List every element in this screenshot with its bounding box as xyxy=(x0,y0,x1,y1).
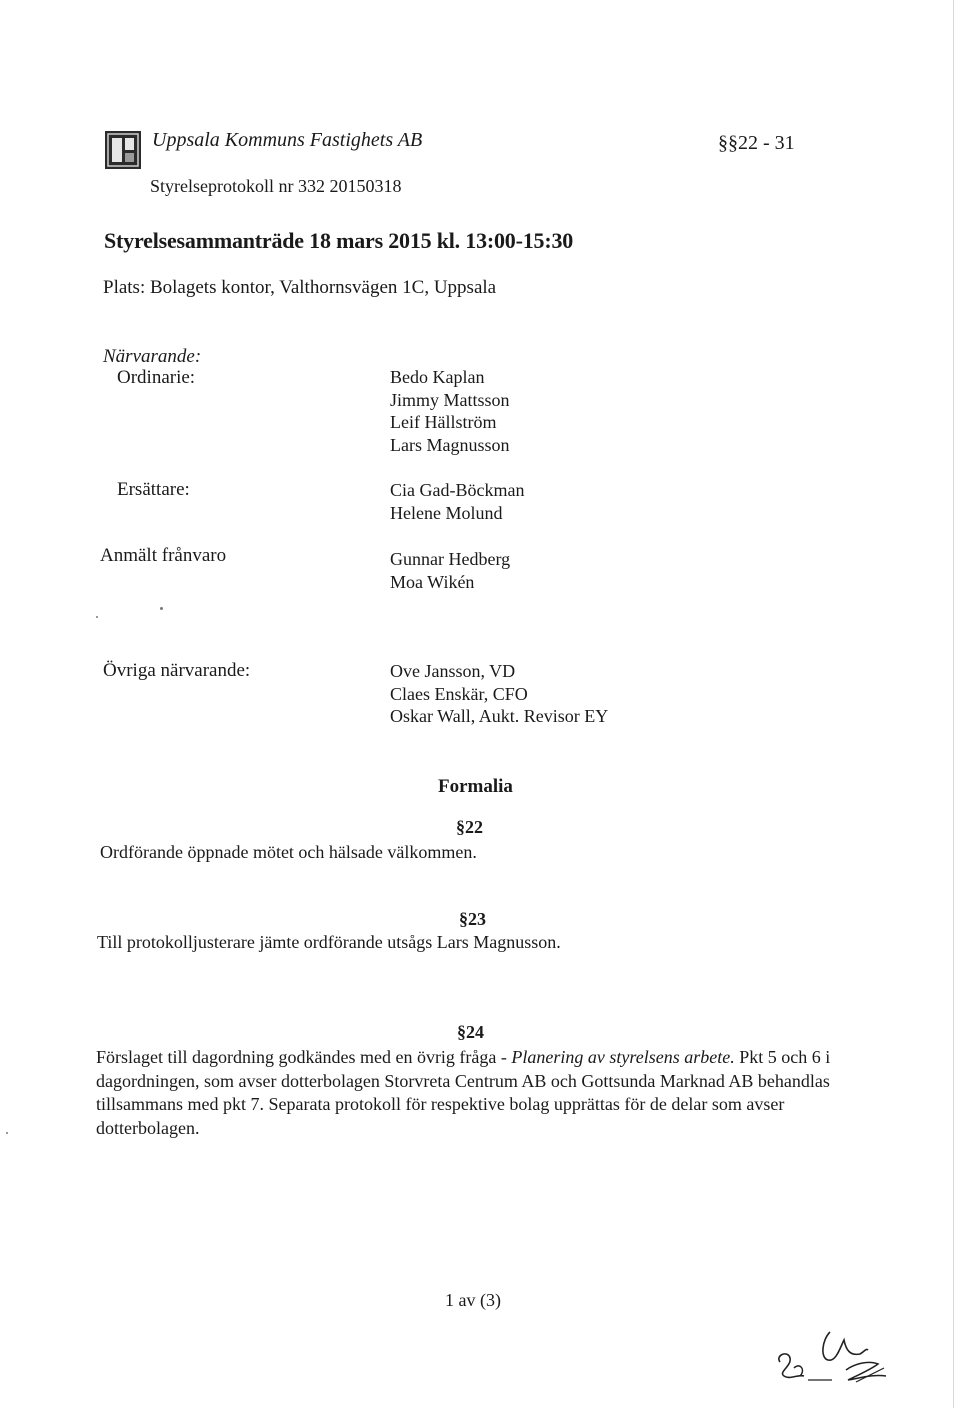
ordinary-members xyxy=(390,366,510,456)
scan-speck xyxy=(96,616,98,618)
absent-label: Anmält frånvaro xyxy=(100,545,227,566)
formalia-heading: Formalia xyxy=(438,776,513,797)
others-label: Övriga närvarande: xyxy=(103,660,251,681)
member-name: Gunnar Hedberg xyxy=(390,549,511,569)
company-logo xyxy=(104,130,142,170)
paragraph-text-24 xyxy=(96,1046,886,1140)
ordinary-label: Ordinarie: xyxy=(117,367,196,388)
present-label: Närvarande: xyxy=(103,346,202,367)
member-name: Cia Gad-Böckman xyxy=(390,480,525,500)
paragraph-text-24-part1: Förslaget till dagordning godkändes med en övrig fråga - xyxy=(96,1047,512,1067)
meeting-place: Plats: Bolagets kontor, Valthornsvägen 1C, Uppsala xyxy=(103,277,497,298)
meeting-title: Styrelsesammanträde 18 mars 2015 kl. 13:00-15:30 xyxy=(104,228,574,253)
attendee-name: Oskar Wall, Aukt. Revisor EY xyxy=(390,706,609,726)
member-name: Helene Molund xyxy=(390,502,503,523)
paragraph-number-22: §22 xyxy=(456,817,483,837)
attendee-name: Claes Enskär, CFO xyxy=(390,683,528,704)
member-name: Moa Wikén xyxy=(390,571,475,592)
scan-speck xyxy=(6,1132,8,1134)
attendee-name: Ove Jansson, VD xyxy=(390,661,516,681)
page-number: 1 av (3) xyxy=(445,1290,501,1310)
paragraph-number-23: §23 xyxy=(459,909,486,929)
member-name: Leif Hällström xyxy=(390,412,497,432)
member-name: Bedo Kaplan xyxy=(390,367,485,387)
scan-speck xyxy=(160,607,163,610)
paragraph-text-23: Till protokolljusterare jämte ordförande utsågs Lars Magnusson. xyxy=(97,932,561,952)
paragraph-number-24: §24 xyxy=(457,1022,484,1042)
company-name: Uppsala Kommuns Fastighets AB xyxy=(152,129,423,151)
agenda-item-title: Planering av styrelsens arbete. xyxy=(511,1047,735,1067)
paragraph-text-24-part2: Pkt 5 och 6 i dagordningen, som avser dotterbolagen Storvreta Centrum AB och Gottsunda Marknad AB behandlas tillsammans med pkt 7. Separata protokoll för respektive bolag upprättas för de delar som avser dotterbolagen. xyxy=(96,1047,831,1138)
other-attendees xyxy=(390,660,608,728)
section-range: §§22 - 31 xyxy=(718,132,795,154)
paragraph-text-22: Ordförande öppnade mötet och hälsade välkommen. xyxy=(100,842,477,862)
absent-members xyxy=(390,548,510,593)
protocol-number: Styrelseprotokoll nr 332 20150318 xyxy=(150,176,402,196)
handwritten-initials xyxy=(760,1310,910,1390)
member-name: Jimmy Mattsson xyxy=(390,389,510,410)
member-name: Lars Magnusson xyxy=(390,434,510,455)
substitute-members xyxy=(390,479,524,524)
page-edge-line xyxy=(953,0,954,1408)
substitutes-label: Ersättare: xyxy=(117,479,190,500)
